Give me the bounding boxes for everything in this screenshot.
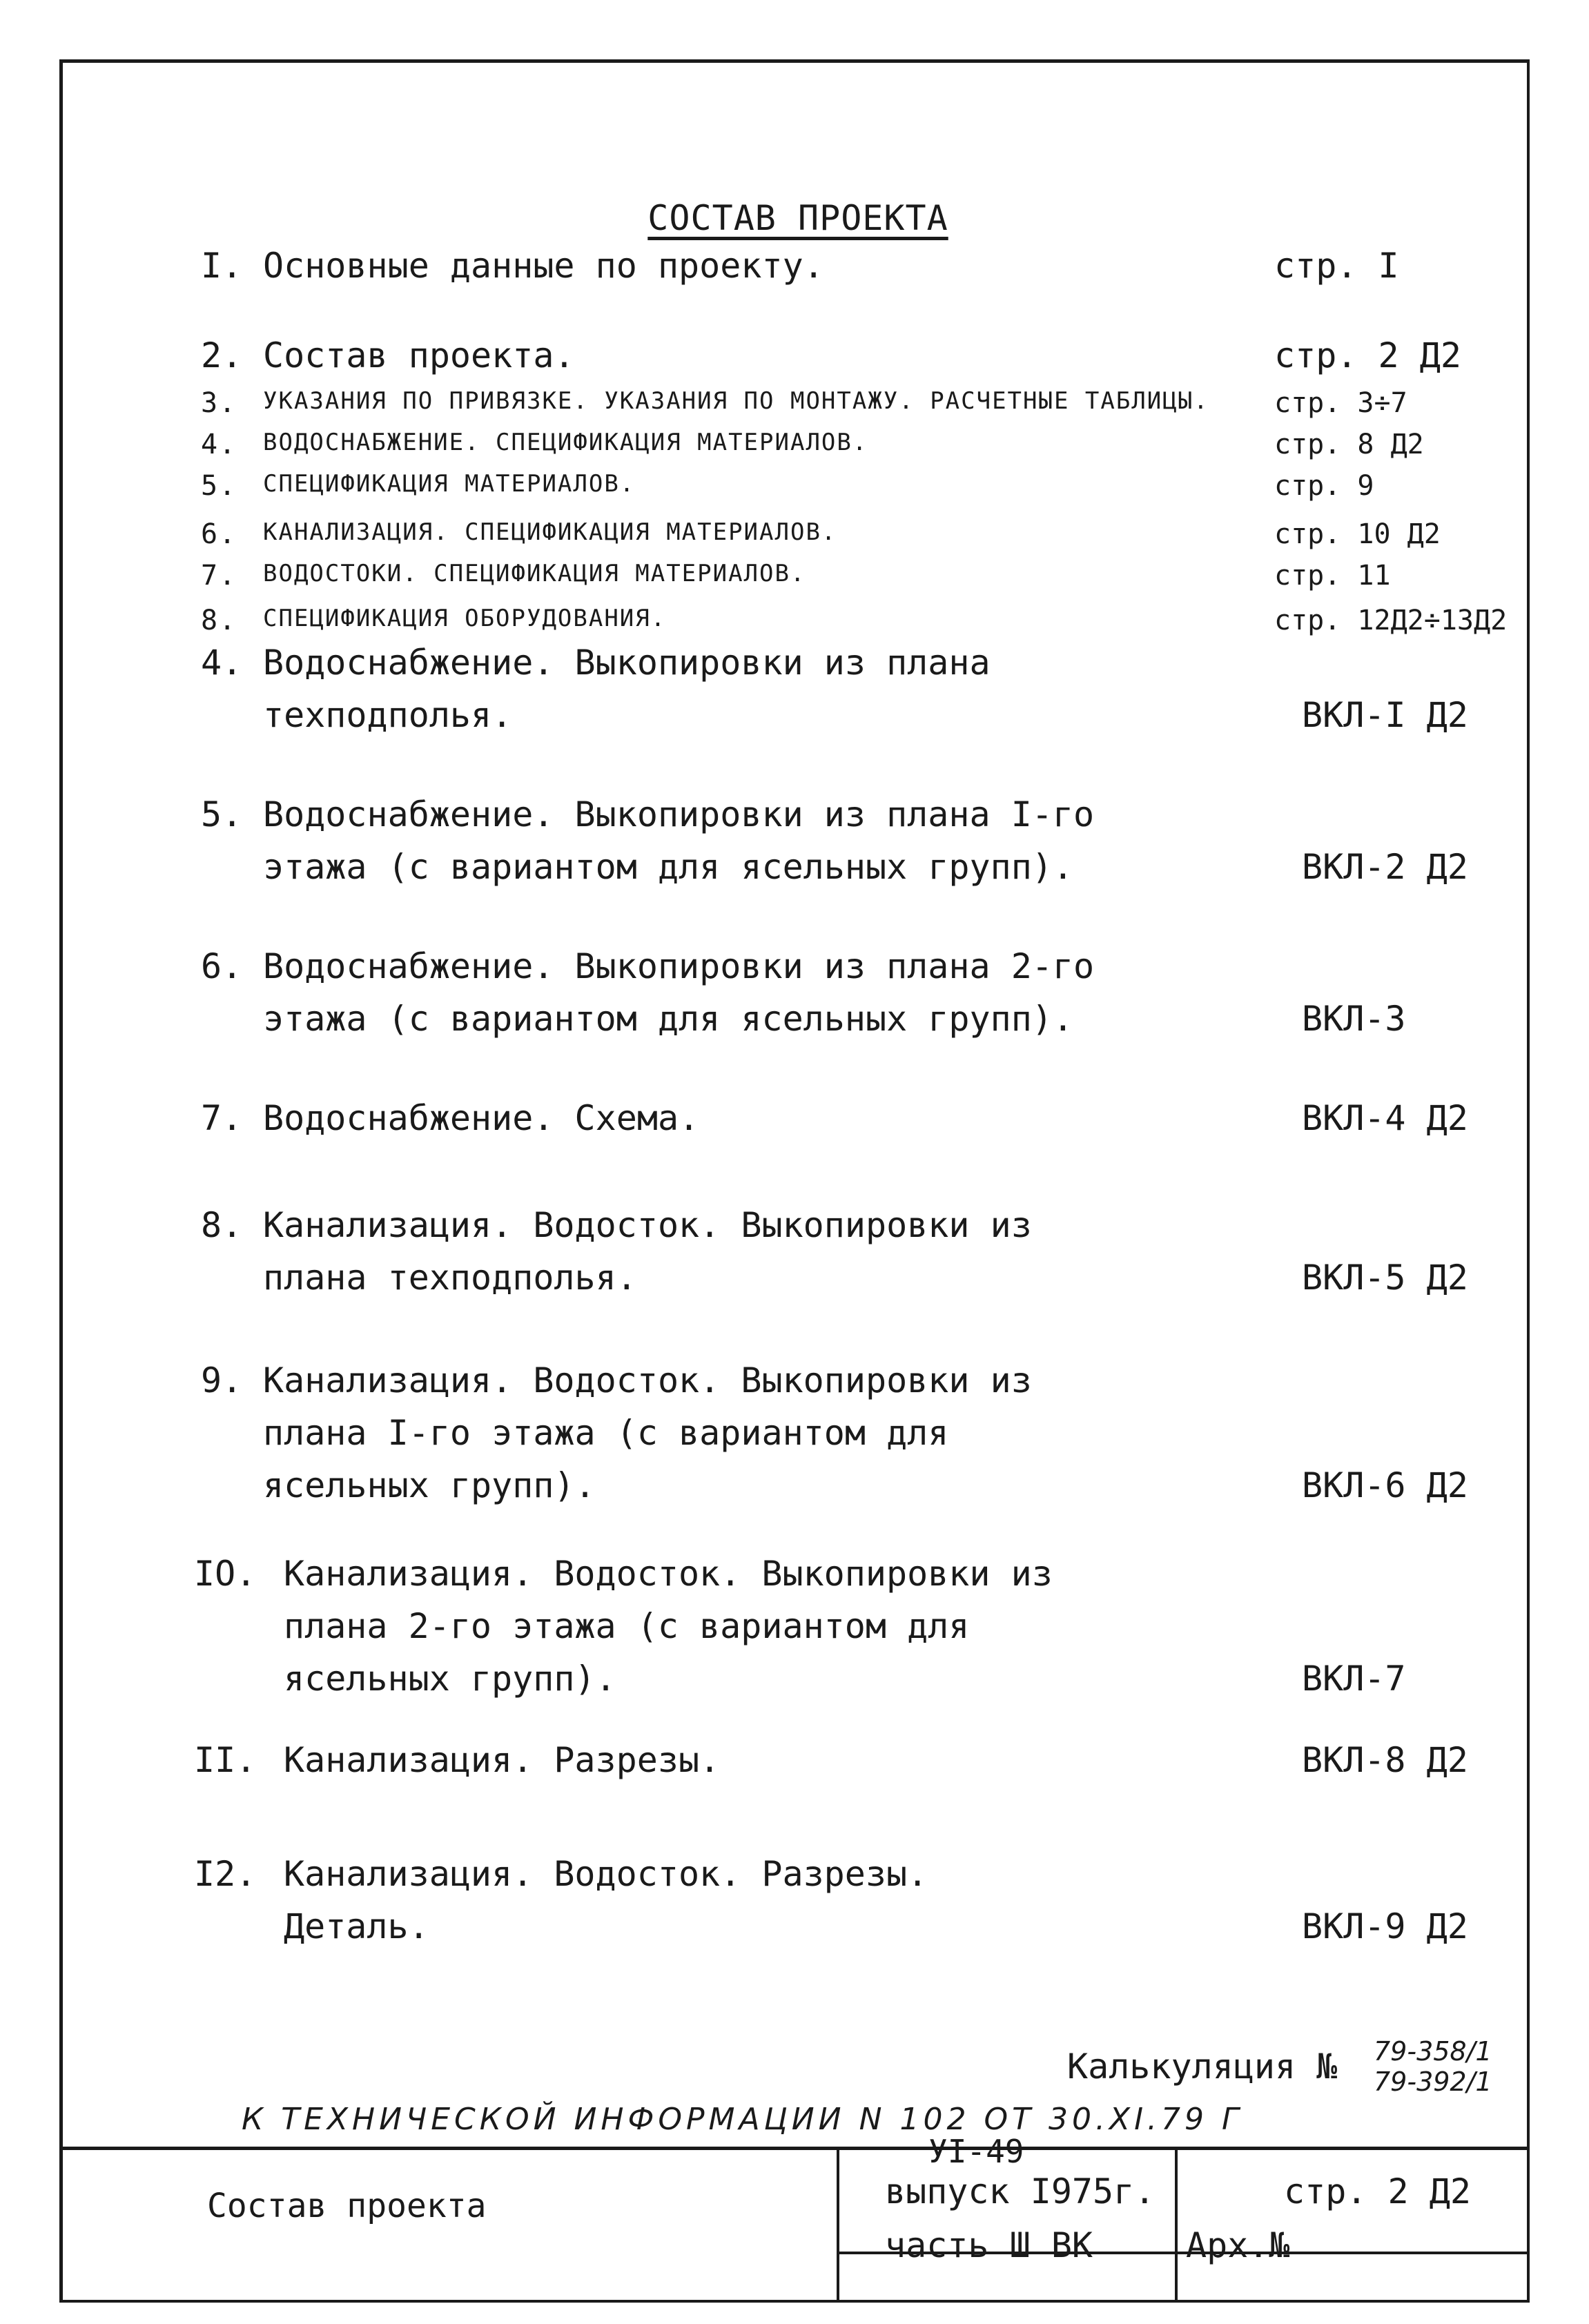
item-number: 7. (201, 1098, 243, 1138)
item-page-ref: ВКЛ-I Д2 (1302, 695, 1468, 735)
item-page-ref: ВКЛ-6 Д2 (1302, 1465, 1468, 1505)
item-number: IO. (194, 1554, 257, 1594)
item-text: плана техподполья. (263, 1258, 637, 1298)
item-page-ref: ВКЛ-7 (1302, 1659, 1406, 1699)
item-number: 8. (201, 1205, 243, 1245)
item-text: УКАЗАНИЯ ПО ПРИВЯЗКЕ. УКАЗАНИЯ ПО МОНТАЖУ. РАСЧЕТНЫЕ ТАБЛИЦЫ. (263, 387, 1209, 415)
item-number: 5. (201, 794, 243, 834)
item-text: Канализация. Водосток. Выкопировки из (263, 1205, 1032, 1245)
title-block-part: часть Ш ВК (885, 2225, 1093, 2265)
item-page-ref: ВКЛ-5 Д2 (1302, 1258, 1468, 1298)
item-page-ref: ВКЛ-2 Д2 (1302, 847, 1468, 887)
title-block-sheet: стр. 2 Д2 (1284, 2171, 1471, 2211)
item-number: 6. (201, 946, 243, 986)
item-text: Деталь. (284, 1906, 429, 1946)
item-text: этажа (с вариантом для ясельных групп). (263, 999, 1073, 1039)
item-number: 3. (201, 387, 237, 419)
title-block-divider (837, 2147, 839, 2303)
item-page-ref: ВКЛ-8 Д2 (1302, 1740, 1468, 1780)
page-title: СОСТАВ ПРОЕКТА (647, 198, 948, 238)
item-text: Канализация. Водосток. Разрезы. (284, 1854, 928, 1894)
item-text: Состав проекта. (263, 335, 575, 375)
item-page-ref: стр. 3÷7 (1274, 387, 1407, 419)
item-page-ref: стр. 2 Д2 (1274, 335, 1461, 375)
calculation-label: Калькуляция № (1067, 2047, 1338, 2087)
item-text: Водоснабжение. Выкопировки из плана I-го (263, 794, 1095, 834)
item-number: I2. (194, 1854, 257, 1894)
title-block-border (59, 2147, 1530, 2150)
item-number: 5. (201, 470, 237, 502)
item-number: II. (194, 1740, 257, 1780)
item-text: Водоснабжение. Выкопировки из плана (263, 643, 991, 683)
item-page-ref: стр. 12Д2÷13Д2 (1274, 605, 1508, 636)
item-text: ВОДОСНАБЖЕНИЕ. СПЕЦИФИКАЦИЯ МАТЕРИАЛОВ. (263, 429, 868, 456)
calculation-value: 79-392/1 (1374, 2067, 1492, 2097)
item-number: 8. (201, 605, 237, 636)
item-number: 4. (201, 429, 237, 460)
item-text: этажа (с вариантом для ясельных групп). (263, 847, 1073, 887)
title-block-doc-name: Состав проекта (207, 2187, 487, 2225)
item-page-ref: стр. 9 (1274, 470, 1374, 502)
item-text: Водоснабжение. Схема. (263, 1098, 700, 1138)
item-text: СПЕЦИФИКАЦИЯ МАТЕРИАЛОВ. (263, 470, 636, 498)
title-block-archive: Арх.№ (1186, 2225, 1290, 2265)
item-page-ref: ВКЛ-3 (1302, 999, 1406, 1039)
item-page-ref: стр. 8 Д2 (1274, 429, 1424, 460)
item-text: Канализация. Разрезы. (284, 1740, 721, 1780)
title-block-divider (1175, 2147, 1178, 2303)
item-text: Канализация. Водосток. Выкопировки из (284, 1554, 1053, 1594)
item-page-ref: стр. 11 (1274, 560, 1391, 592)
item-text: техподполья. (263, 695, 513, 735)
item-page-ref: ВКЛ-4 Д2 (1302, 1098, 1468, 1138)
item-number: 2. (201, 335, 243, 375)
calculation-value: 79-358/1 (1374, 2036, 1492, 2067)
calculation-values (1374, 2036, 1492, 2097)
item-text: плана 2-го этажа (с вариантом для (284, 1606, 970, 1646)
item-page-ref: ВКЛ-9 Д2 (1302, 1906, 1468, 1946)
item-number: I. (201, 246, 243, 286)
item-text: Канализация. Водосток. Выкопировки из (263, 1360, 1032, 1400)
item-page-ref: стр. I (1274, 246, 1399, 286)
item-page-ref: стр. 10 Д2 (1274, 518, 1441, 550)
item-text: ясельных групп). (263, 1465, 596, 1505)
item-text: плана I-го этажа (с вариантом для (263, 1413, 949, 1453)
item-text: ясельных групп). (284, 1659, 616, 1699)
item-number: 7. (201, 560, 237, 592)
item-number: 6. (201, 518, 237, 550)
title-block-issue: выпуск I975г. (885, 2171, 1156, 2211)
item-text: СПЕЦИФИКАЦИЯ ОБОРУДОВАНИЯ. (263, 605, 667, 632)
item-text: КАНАЛИЗАЦИЯ. СПЕЦИФИКАЦИЯ МАТЕРИАЛОВ. (263, 518, 837, 546)
title-block-series: УI-49 (928, 2133, 1024, 2170)
item-number: 9. (201, 1360, 243, 1400)
technical-info-note: К ТЕХНИЧЕСКОЙ ИНФОРМАЦИИ N 102 ОТ 30.XI.79 Г (242, 2102, 1243, 2137)
item-text: Основные данные по проекту. (263, 246, 824, 286)
item-text: ВОДОСТОКИ. СПЕЦИФИКАЦИЯ МАТЕРИАЛОВ. (263, 560, 806, 587)
item-text: Водоснабжение. Выкопировки из плана 2-го (263, 946, 1095, 986)
item-number: 4. (201, 643, 243, 683)
page-frame (59, 59, 1530, 2303)
